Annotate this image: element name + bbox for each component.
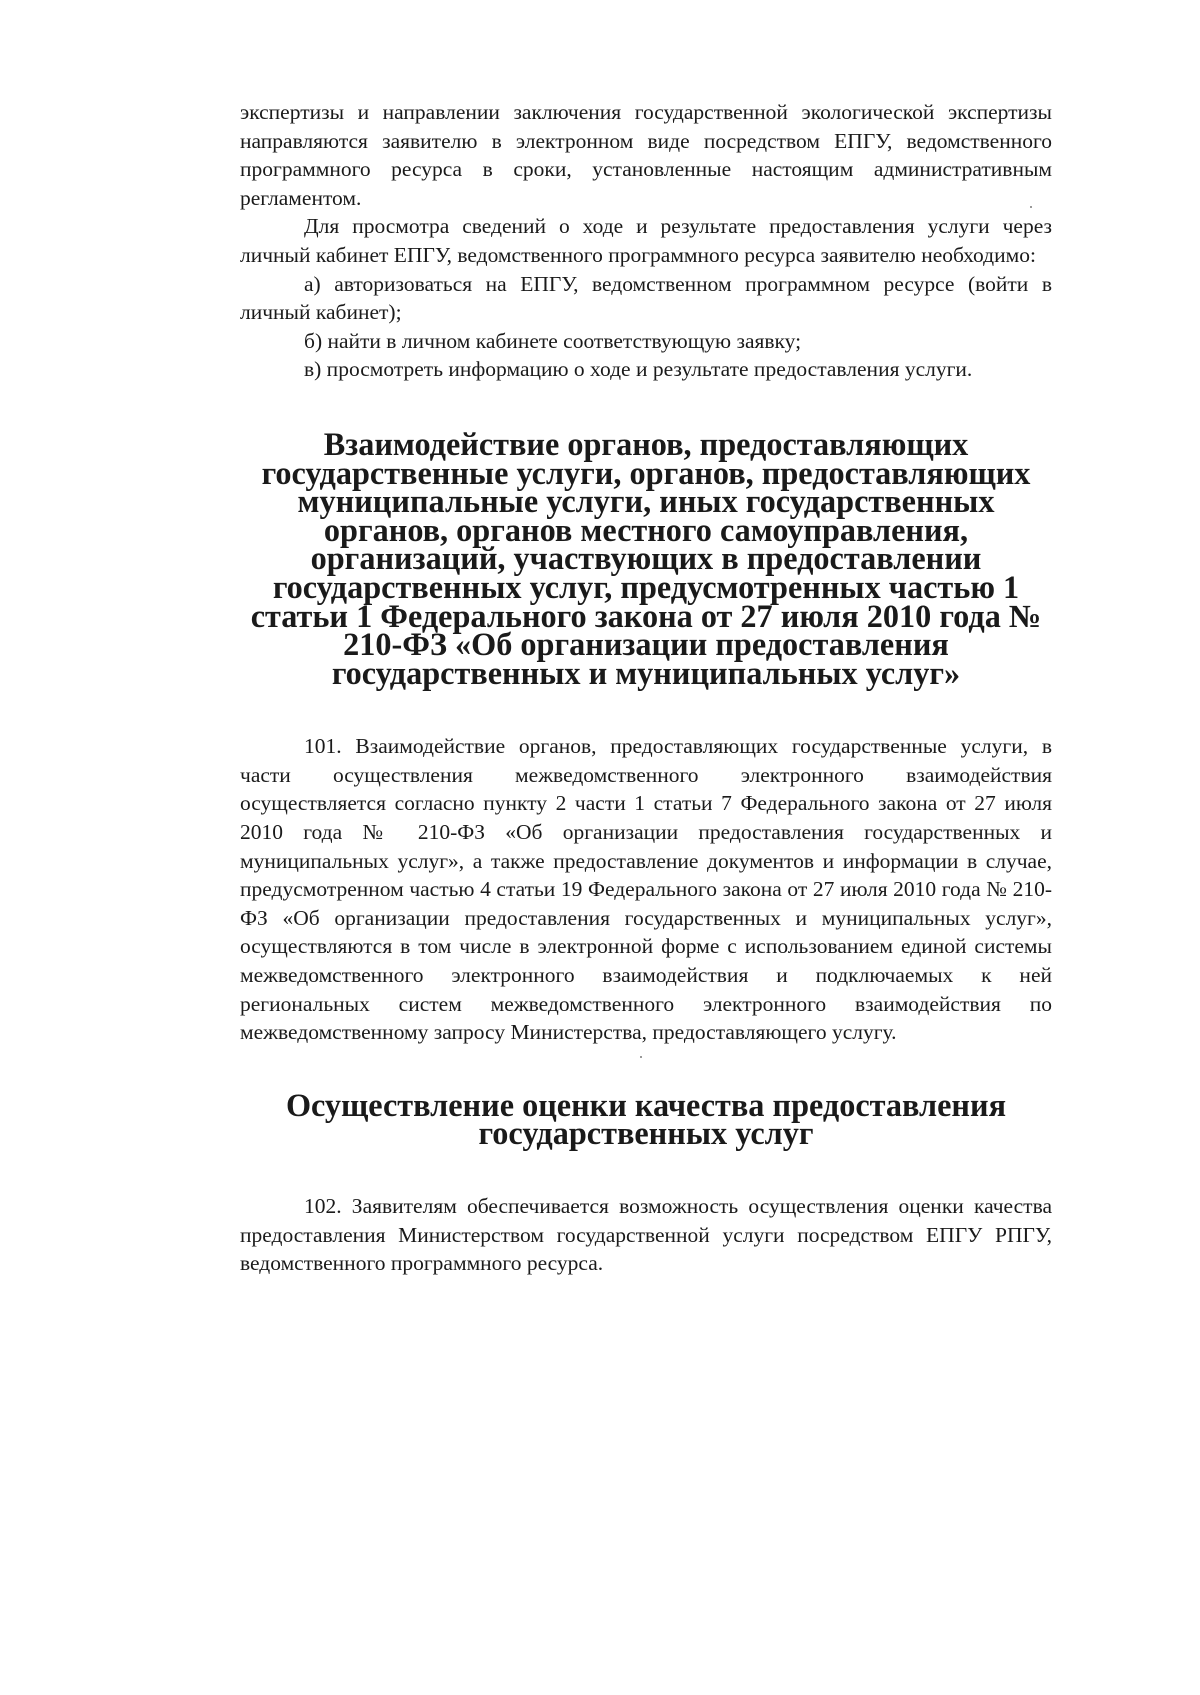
step-item: в) просмотреть информацию о ходе и результате предоставления услуги. — [304, 357, 973, 382]
paragraph-101: 101. Взаимодействие органов, предоставляющих государственные услуги, в части осуществления межведомственного электронного взаимодействия осуществляется согласно пункту 2 части 1 статьи 7 Федерального закона от 27 июля 2010 года № 210-ФЗ «Об организации предоставления государственных и муниципальных услуг», а также предоставление документов и информации в случае, предусмотренном частью 4 статьи 19 Федерального закона от 27 июля 2010 года № 210-ФЗ «Об организации предоставления государственных и муниципальных услуг», осуществляются в том числе в электронной форме с использованием единой системы межведомственного электронного взаимодействия и подключаемых к ней региональных систем межведомственного электронного взаимодействия по межведомственному запросу Министерства, предоставляющего услугу. — [240, 734, 1052, 1045]
section-heading-quality: Осуществление оценки качества предоставления государственных услуг — [285, 1086, 1007, 1152]
section-heading-interaction: Взаимодействие органов, предоставляющих государственные услуги, органов, предоставляющих муниципальные услуги, иных государственных органов, органов местного самоуправления, организаций, участвующих в предоставлении государственных услуг, предусмотренных частью 1 статьи 1 Федерального закона от 27 июля 2010 года № 210-ФЗ «Об организации предоставления государственных и муниципальных услуг» — [250, 425, 1042, 691]
step-item: а) авторизоваться на ЕПГУ, ведомственном программном ресурсе (войти в личный кабинет); — [240, 271, 1052, 325]
document-body — [240, 98, 1052, 1278]
intro-paragraph: экспертизы и направлении заключения государственной экологической экспертизы направляются заявителю в электронном виде посредством ЕПГУ, ведомственного программного ресурса в сроки, установленные настоящим административным регламентом. — [240, 100, 1052, 210]
step-item: б) найти в личном кабинете соответствующую заявку; — [304, 328, 802, 353]
paragraph-102: 102. Заявителям обеспечивается возможность осуществления оценки качества предоставления Министерством государственной услуги посредством ЕПГУ РПГУ, ведомственного программного ресурса. — [240, 1194, 1052, 1276]
view-status-paragraph: Для просмотра сведений о ходе и результате предоставления услуги через личный кабинет ЕПГУ, ведомственного программного ресурса заявителю необходимо: — [240, 214, 1052, 267]
